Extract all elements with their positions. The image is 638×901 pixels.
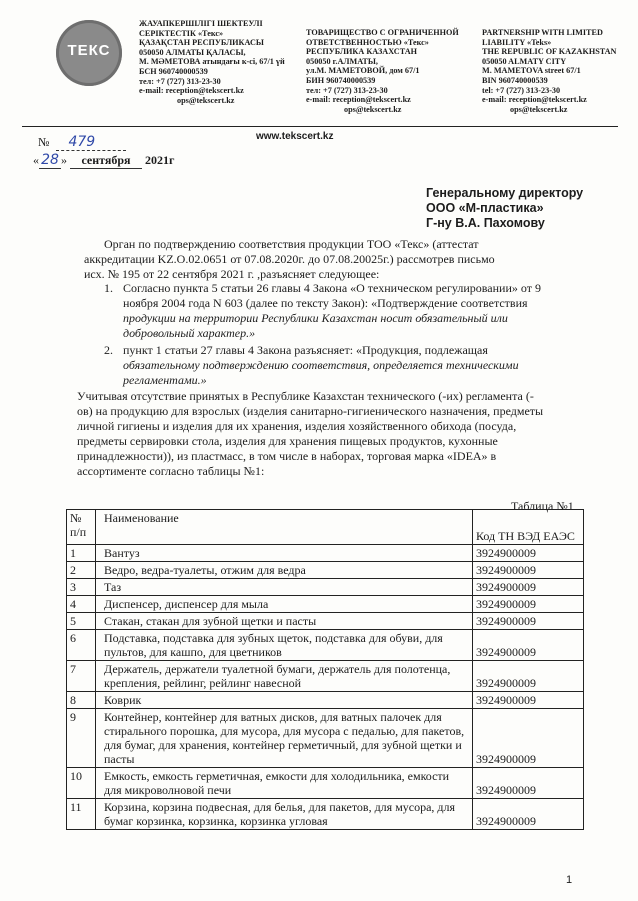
date-day-field — [39, 152, 61, 169]
row-number: 5 — [67, 613, 96, 630]
header-kz-line: тел: +7 (727) 313-23-30 — [139, 76, 221, 86]
number-field — [56, 134, 126, 151]
row-name: Корзина, корзина подвесная, для белья, для пакетов, для мусора, для бумаг корзинка, корзинка, корзинка угловая — [96, 799, 473, 830]
header-num: № п/п — [67, 510, 96, 545]
addressee-line: ООО «М-пластика» — [426, 201, 544, 215]
row-number: 9 — [67, 709, 96, 768]
header-ru-line: БИН 960740000539 — [306, 75, 376, 85]
addressee-line: Г-ну В.А. Пахомову — [426, 216, 545, 230]
header-en-line: ops@tekscert.kz — [510, 104, 568, 114]
header-en-line: tel: +7 (727) 313-23-30 — [482, 85, 561, 95]
header-name: Наименование — [96, 510, 473, 545]
row-code: 3924900009 — [473, 692, 584, 709]
row-code: 3924900009 — [473, 709, 584, 768]
table-body — [67, 545, 584, 830]
row-name: Стакан, стакан для зубной щетки и пасты — [96, 613, 473, 630]
header-ru-line: e-mail: reception@tekscert.kz — [306, 95, 411, 105]
row-name: Вантуз — [96, 545, 473, 562]
body-line: принадлежности)), из пластмасс, в том числе в наборах, торговая марка «IDEA» в — [77, 449, 497, 463]
header-ru-line: ТОВАРИЩЕСТВО С ОГРАНИЧЕННОЙ — [306, 28, 459, 37]
row-number: 1 — [67, 545, 96, 562]
header-en-line: BIN 960740000539 — [482, 75, 548, 85]
row-number: 2 — [67, 562, 96, 579]
row-code: 3924900009 — [473, 661, 584, 692]
header-kz-line: СЕРІКТЕСТІК «Текс» — [139, 28, 224, 38]
intro-line: аккредитации KZ.О.02.0651 от 07.08.2020г. до 07.08.20025г.) рассмотрев письмо — [84, 252, 495, 266]
row-number: 10 — [67, 768, 96, 799]
table-row — [67, 768, 584, 799]
header-en-line: THE REPUBLIC OF KAZAKHSTAN — [482, 47, 617, 57]
header-ru-line: РЕСПУБЛИКА КАЗАХСТАН — [306, 47, 418, 57]
row-code: 3924900009 — [473, 545, 584, 562]
header-english — [482, 28, 632, 114]
row-code: 3924900009 — [473, 630, 584, 661]
row-code: 3924900009 — [473, 768, 584, 799]
header-ru-line: тел: +7 (727) 313-23-30 — [306, 85, 388, 95]
intro-paragraph — [84, 237, 604, 282]
header-ru-line: ОТВЕТСТВЕННОСТЬЮ «Текс» — [306, 37, 429, 47]
row-name: Коврик — [96, 692, 473, 709]
products-table — [66, 509, 584, 830]
row-code: 3924900009 — [473, 579, 584, 596]
list-item-1 — [104, 281, 604, 341]
body-line: предметы сервировки стола, изделия для хранения пищевых продуктов, кухонные — [77, 434, 498, 448]
addressee-line: Генеральному директору — [426, 186, 584, 200]
header-kz-line: ҚАЗАҚСТАН РЕСПУБЛИКАСЫ — [139, 38, 264, 48]
list-item-line: ноября 2004 года N 603 (далее по тексту Закон): «Подтверждение соответствия — [123, 296, 528, 310]
logo-text: ТЕКС — [67, 42, 111, 59]
table-row — [67, 709, 584, 768]
row-name: Ведро, ведра-туалеты, отжим для ведра — [96, 562, 473, 579]
header-en-line: 050050 ALMATY CITY — [482, 56, 567, 66]
list-item-line: продукции на территории Республики Казахстан носит обязательный или — [123, 311, 508, 325]
table-row — [67, 579, 584, 596]
header-ru-line: ул.М. МАМЕТОВОЙ, дом 67/1 — [306, 66, 420, 76]
table-row — [67, 799, 584, 830]
list-item-line: добровольный характер.» — [123, 326, 256, 340]
header-ru-line: ops@tekscert.kz — [344, 104, 402, 114]
header-divider — [22, 126, 618, 127]
date-quote-open: « — [33, 153, 39, 167]
row-code: 3924900009 — [473, 596, 584, 613]
row-number: 11 — [67, 799, 96, 830]
row-name: Емкость, емкость герметичная, емкости для холодильника, емкости для микроволновой печи — [96, 768, 473, 799]
letter-number-row — [38, 134, 126, 151]
date-month: сентября — [70, 153, 142, 169]
website-url[interactable]: www.tekscert.kz — [256, 131, 334, 142]
date-day: 28 — [41, 152, 59, 168]
intro-line: Орган по подтверждению соответствия продукции ТОО «Текс» (аттестат — [104, 237, 479, 251]
header-kz-line: ops@tekscert.kz — [177, 95, 235, 105]
row-number: 6 — [67, 630, 96, 661]
header-en-line: M. MAMETOVA street 67/1 — [482, 66, 581, 76]
header-kazakh — [139, 19, 299, 105]
number-label: № — [38, 135, 50, 149]
header-kz-line: М. МӘМЕТОВА атындағы к-сі, 67/1 үй — [139, 57, 285, 67]
list-item-2 — [104, 343, 604, 388]
table-caption: Таблица №1 — [511, 499, 574, 513]
header-russian — [306, 28, 476, 114]
header-ru-line: 050050 г.АЛМАТЫ, — [306, 56, 378, 66]
row-number: 7 — [67, 661, 96, 692]
body-line: личной гигиены и изделия для их хранения, изделия хозяйственного обихода (посуда, — [77, 419, 517, 433]
row-code: 3924900009 — [473, 562, 584, 579]
row-number: 4 — [67, 596, 96, 613]
body-line: ассортименте согласно таблицы №1: — [77, 464, 265, 478]
table-row — [67, 545, 584, 562]
row-name: Таз — [96, 579, 473, 596]
header-en-line: LIABILITY «Teks» — [482, 37, 552, 47]
table-row — [67, 562, 584, 579]
letter-date-row — [33, 152, 174, 169]
row-number: 3 — [67, 579, 96, 596]
row-name: Подставка, подставка для зубных щеток, подставка для обуви, для пультов, для кашпо, для цветников — [96, 630, 473, 661]
table-row — [67, 661, 584, 692]
table-row — [67, 630, 584, 661]
page-number: 1 — [566, 874, 573, 886]
row-name: Контейнер, контейнер для ватных дисков, для ватных палочек для стирального порошка, для мусора, для мусора с педалью, для пакетов, для бумаг, для хранения, контейнер герметичный, для зубной щетки и пасты — [96, 709, 473, 768]
table-header-row — [67, 510, 584, 545]
header-en-line: PARTNERSHIP WITH LIMITED — [482, 28, 603, 37]
header-kz-line: 050050 АЛМАТЫ ҚАЛАСЫ, — [139, 47, 246, 57]
date-year: 2021г — [145, 153, 175, 167]
header-kz-line: БСН 960740000539 — [139, 66, 208, 76]
list-item-line: обязательному подтверждению соответствия, определяется техническими — [123, 358, 519, 372]
addressee-block — [426, 186, 583, 231]
table-row — [67, 596, 584, 613]
list-item-number: 2. — [104, 343, 113, 357]
table-row — [67, 692, 584, 709]
table-row — [67, 613, 584, 630]
row-name: Держатель, держатели туалетной бумаги, держатель для полотенца, крепления, рейлинг, рейлинг навесной — [96, 661, 473, 692]
intro-line: исх. № 195 от 22 сентября 2021 г. ,разъясняет следующее: — [84, 267, 380, 281]
list-item-line: регламентами.» — [123, 373, 207, 387]
list-item-line: Согласно пункта 5 статьи 26 главы 4 Закона «О техническом регулировании» от 9 — [123, 281, 541, 295]
body-line: ов) на продукцию для взрослых (изделия санитарно-гигиенического назначения, предметы — [77, 404, 544, 418]
row-name: Диспенсер, диспенсер для мыла — [96, 596, 473, 613]
header-kz-line: ЖАУАПКЕРШІЛІГІ ШЕКТЕУЛІ — [139, 19, 263, 28]
body-line: Учитывая отсутствие принятых в Республике Казахстан технического (-их) регламента (- — [77, 389, 534, 403]
header-kz-line: e-mail: reception@tekscert.kz — [139, 86, 244, 96]
header-code: Код ТН ВЭД ЕАЭС — [473, 510, 584, 545]
company-logo — [56, 20, 122, 86]
row-number: 8 — [67, 692, 96, 709]
header-en-line: e-mail: reception@tekscert.kz — [482, 95, 587, 105]
body-paragraph — [77, 389, 617, 479]
row-code: 3924900009 — [473, 613, 584, 630]
row-code: 3924900009 — [473, 799, 584, 830]
list-item-line: пункт 1 статьи 27 главы 4 Закона разъясняет: «Продукция, подлежащая — [123, 343, 488, 357]
date-quote-close: » — [61, 153, 67, 167]
letter-number: 479 — [68, 134, 96, 150]
list-item-number: 1. — [104, 281, 113, 295]
